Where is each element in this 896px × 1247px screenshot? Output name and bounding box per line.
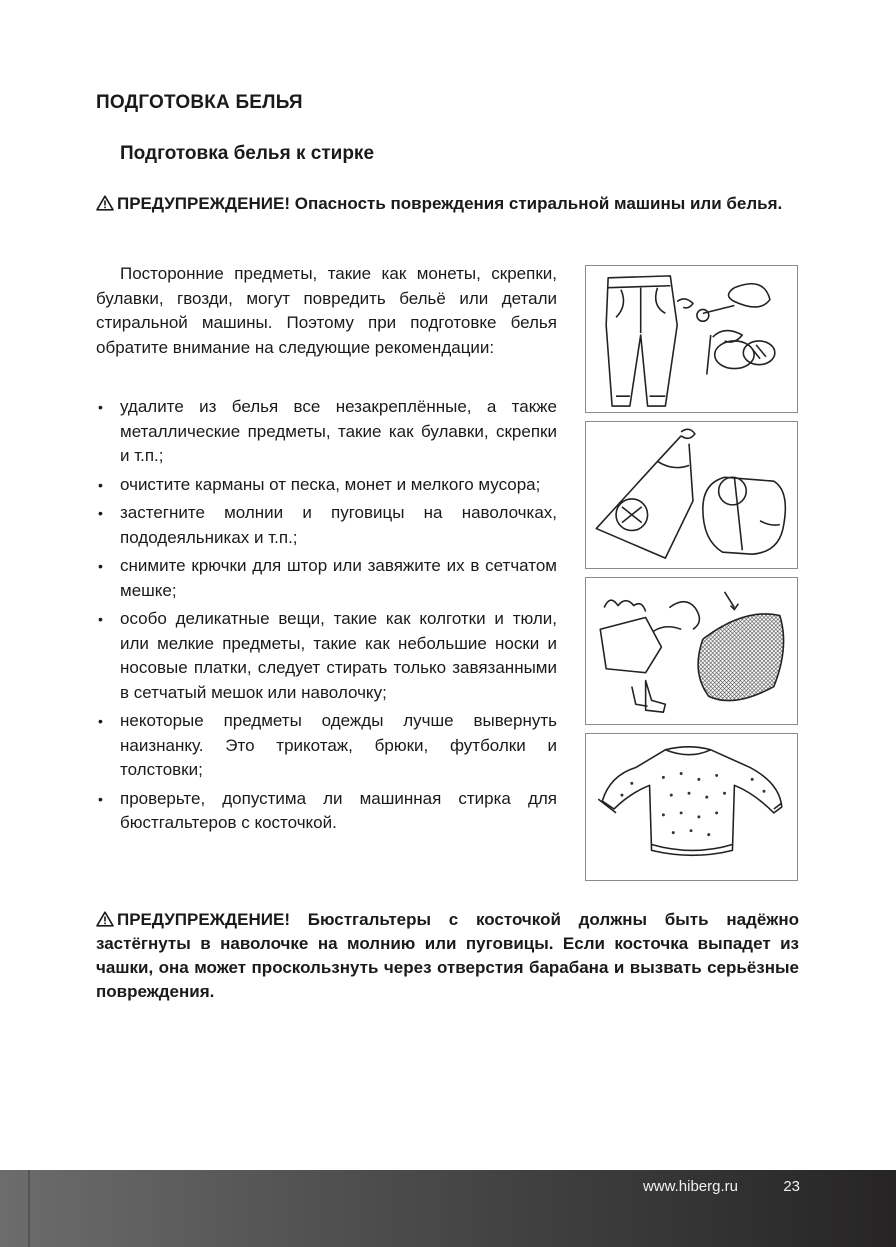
warning-block-bra [96, 908, 799, 1004]
list-item-text: очистите карманы от песка, монет и мелкого мусора; [120, 474, 541, 494]
section-title: Подготовка белья к стирке [120, 143, 375, 164]
bullet: • [98, 399, 103, 415]
bullet: • [98, 713, 103, 729]
list-item [96, 709, 557, 783]
footer-website-link[interactable]: www.hiberg.ru [642, 1178, 738, 1195]
recommendations-list [96, 395, 557, 840]
list-item [96, 554, 557, 603]
list-item [96, 395, 557, 469]
list-item-text: снимите крючки для штор или завяжите их в сетчатом мешке; [120, 556, 557, 600]
illustration-pockets [585, 265, 798, 413]
list-item-text: некоторые предметы одежды лучше вывернуть наизнанку. Это трикотаж, брюки, футболки и толстовки; [120, 711, 557, 779]
list-item-text: застегните молнии и пуговицы на наволочках, пододеяльниках и т.п.; [120, 503, 557, 547]
illustration-sweater [585, 733, 798, 881]
warning-triangle-icon [96, 911, 114, 927]
bullet: • [98, 476, 103, 493]
list-item [96, 787, 557, 836]
warning-label: ПРЕДУПРЕЖДЕНИЕ! [117, 910, 290, 929]
pillowcase-buttons-icon [586, 422, 797, 568]
list-item-text: удалите из белья все незакреплённые, а также металлические предметы, такие как булавки, скрепки и т.п.; [120, 397, 557, 465]
intro-paragraph: Посторонние предметы, такие как монеты, скрепки, булавки, гвозди, могут повредить бельё или детали стиральной машины. Поэтому при подготовке белья обратите внимание на следующие рекомендации: [96, 264, 557, 357]
warning-block-damage [96, 192, 799, 216]
list-item [96, 501, 557, 550]
bullet: • [98, 558, 103, 574]
bullet: • [98, 611, 103, 627]
warning-text: Опасность повреждения стиральной машины или белья. [294, 194, 783, 213]
footer-divider [28, 1170, 30, 1247]
sweater-icon [586, 734, 797, 880]
list-item-text: проверьте, допустима ли машинная стирка для бюстгальтеров с косточкой. [120, 788, 557, 832]
list-item [96, 473, 557, 498]
bullet: • [98, 790, 103, 807]
illustration-fasten [585, 421, 798, 569]
warning-label: ПРЕДУПРЕЖДЕНИЕ! [117, 194, 290, 213]
page-footer [0, 1170, 896, 1247]
list-item-text: особо деликатные вещи, такие как колготки и тюли, или мелкие предметы, такие как небольшие носки и носовые платки, следует стирать только завязанными в сетчатый мешок или наволочку; [120, 609, 557, 702]
page-number: 23 [783, 1178, 800, 1195]
bullet: • [98, 505, 103, 521]
page-title: ПОДГОТОВКА БЕЛЬЯ [96, 92, 303, 113]
illustration-mesh-bag [585, 577, 798, 725]
mesh-bag-icon [586, 578, 797, 724]
warning-triangle-icon [96, 195, 114, 211]
trousers-keys-coins-icon [586, 266, 797, 412]
list-item [96, 607, 557, 705]
warning-text: Бюстгальтеры с косточкой должны быть надёжно застёгнуты в наволочке на молнию или пуговицы. Если косточка выпадет из чашки, она может проскользнуть через отверстия барабана и вызвать серьёзные повреждения. [96, 910, 799, 1001]
